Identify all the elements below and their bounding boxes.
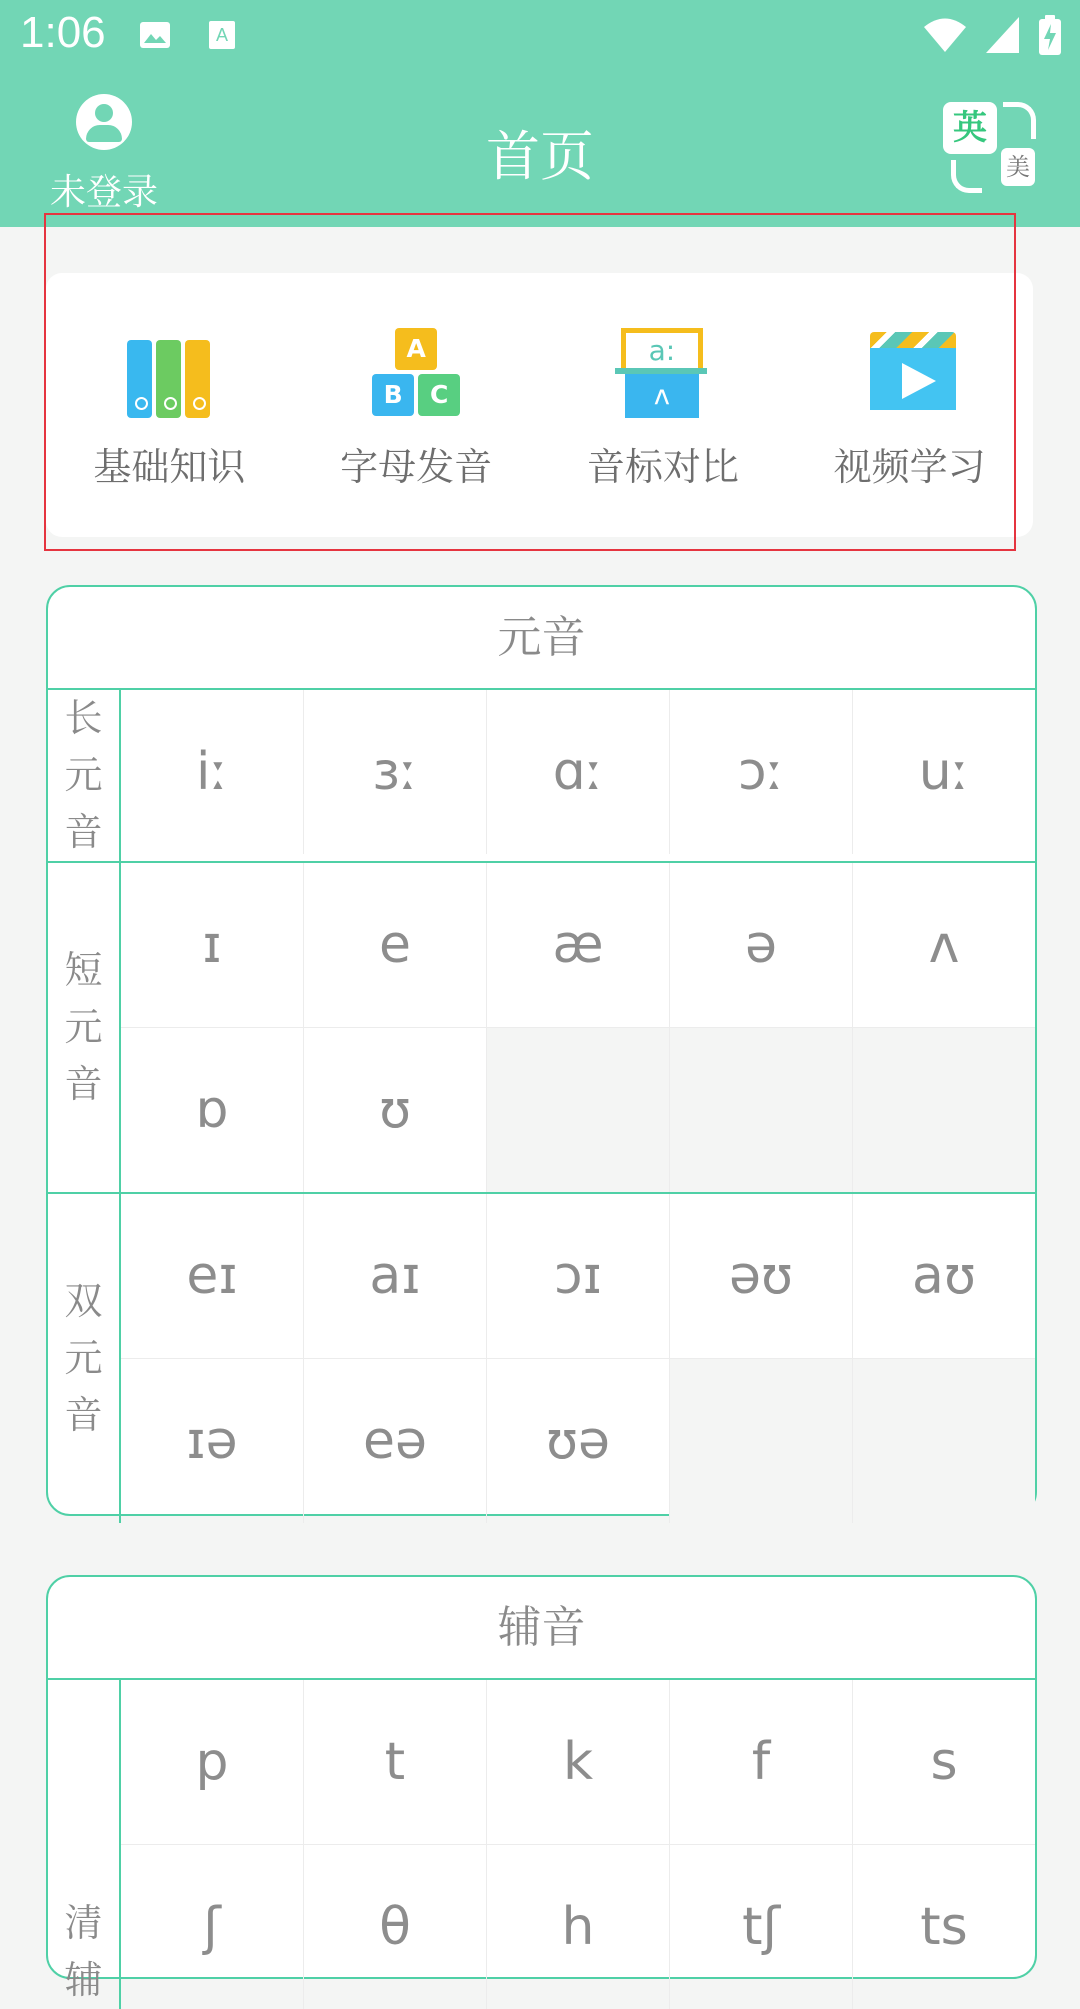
phonetic-cell[interactable]: h bbox=[487, 1845, 670, 2009]
phonetic-cell[interactable]: f bbox=[670, 1680, 853, 1844]
quick-menu-label: 基础知识 bbox=[93, 445, 246, 489]
phonetic-cell[interactable]: æ bbox=[487, 863, 670, 1027]
voiceless-consonant-category: 清 辅 bbox=[48, 1680, 121, 2009]
phonetic-cell[interactable]: ʊə bbox=[487, 1359, 670, 1523]
block-letter-b: B bbox=[372, 374, 414, 416]
battery-charging-icon bbox=[1038, 14, 1062, 56]
long-vowel-group bbox=[48, 690, 1035, 863]
text-format-icon bbox=[206, 18, 238, 52]
switch-arc-icon bbox=[1003, 102, 1036, 139]
phonetic-cell[interactable]: tʃ bbox=[670, 1845, 853, 2009]
vowel-table bbox=[46, 585, 1037, 1516]
wifi-icon bbox=[922, 14, 968, 56]
phonetic-cell[interactable]: k bbox=[487, 1680, 670, 1844]
diphthong-group bbox=[48, 1194, 1035, 1523]
phonetic-cell[interactable]: e bbox=[304, 863, 487, 1027]
short-vowel-category: 短 元 音 bbox=[48, 863, 121, 1192]
empty-cell bbox=[670, 1028, 853, 1192]
quick-menu-label: 视频学习 bbox=[833, 445, 986, 489]
phonetic-cell[interactable]: t bbox=[304, 1680, 487, 1844]
status-bar bbox=[0, 0, 1080, 72]
highlight-frame bbox=[44, 213, 1016, 551]
empty-cell bbox=[853, 1359, 1035, 1523]
phonetic-cell[interactable]: uː bbox=[918, 742, 970, 802]
top-app-bar bbox=[0, 72, 1080, 227]
switch-arc-icon bbox=[951, 160, 982, 193]
phonetic-cell[interactable]: s bbox=[930, 1732, 958, 1792]
phonetic-cell[interactable]: aɪ bbox=[304, 1194, 487, 1358]
status-system-icons bbox=[922, 14, 1062, 56]
phonetic-cell[interactable]: ɜː bbox=[304, 690, 487, 854]
phonetic-cell[interactable]: ɔː bbox=[670, 690, 853, 854]
board-top-symbol: a: bbox=[621, 328, 703, 374]
phonetic-cell[interactable]: ɒ bbox=[121, 1028, 304, 1192]
language-switch-button[interactable] bbox=[943, 102, 1035, 192]
phonetic-cell[interactable]: əʊ bbox=[670, 1194, 853, 1358]
page-title: 首页 bbox=[486, 125, 594, 188]
phonetic-cell[interactable]: ʊ bbox=[304, 1028, 487, 1192]
status-time: 1:06 bbox=[20, 8, 106, 57]
svg-text:A: A bbox=[215, 25, 229, 45]
phonetic-cell[interactable]: ɪ bbox=[121, 863, 304, 1027]
status-notification-icons bbox=[138, 18, 238, 52]
phonetic-cell[interactable]: eə bbox=[304, 1359, 487, 1523]
phonetic-cell[interactable]: eɪ bbox=[121, 1194, 304, 1358]
quick-menu-label: 字母发音 bbox=[340, 445, 493, 489]
phonetic-cell[interactable]: ɪə bbox=[121, 1359, 304, 1523]
short-vowel-group bbox=[48, 863, 1035, 1194]
image-icon bbox=[138, 18, 172, 52]
phonetic-cell[interactable]: iː bbox=[121, 690, 304, 854]
phonetic-cell[interactable]: ə bbox=[670, 863, 853, 1027]
phonetic-cell[interactable]: ʃ bbox=[121, 1845, 304, 2009]
english-language-badge: 英 bbox=[943, 102, 997, 154]
phonetic-cell[interactable]: ɑː bbox=[487, 690, 670, 854]
long-vowel-category: 长 元 音 bbox=[48, 690, 121, 861]
empty-cell bbox=[853, 1028, 1035, 1192]
voiceless-consonant-group bbox=[48, 1680, 1035, 2009]
phonetic-cell[interactable]: ɔɪ bbox=[487, 1194, 670, 1358]
vowel-table-title: 元音 bbox=[48, 587, 1035, 690]
signal-icon bbox=[984, 15, 1022, 55]
quick-menu-label: 音标对比 bbox=[586, 445, 739, 489]
american-language-badge: 美 bbox=[1001, 148, 1035, 186]
phonetic-cell[interactable]: aʊ bbox=[912, 1246, 976, 1306]
consonant-table bbox=[46, 1575, 1037, 2002]
block-letter-a: A bbox=[395, 328, 437, 370]
empty-cell bbox=[670, 1359, 853, 1523]
empty-cell bbox=[487, 1028, 670, 1192]
phonetic-cell[interactable]: ʌ bbox=[928, 915, 960, 975]
phonetic-cell[interactable]: p bbox=[121, 1680, 304, 1844]
board-bottom-symbol: ʌ bbox=[625, 374, 699, 418]
phonetic-cell[interactable]: θ bbox=[304, 1845, 487, 2009]
block-letter-c: C bbox=[418, 374, 460, 416]
diphthong-category: 双 元 音 bbox=[48, 1194, 121, 1523]
login-status-label[interactable]: 未登录 bbox=[50, 172, 159, 213]
consonant-table-title: 辅音 bbox=[48, 1577, 1035, 1680]
phonetic-cell[interactable]: ts bbox=[920, 1897, 968, 1957]
